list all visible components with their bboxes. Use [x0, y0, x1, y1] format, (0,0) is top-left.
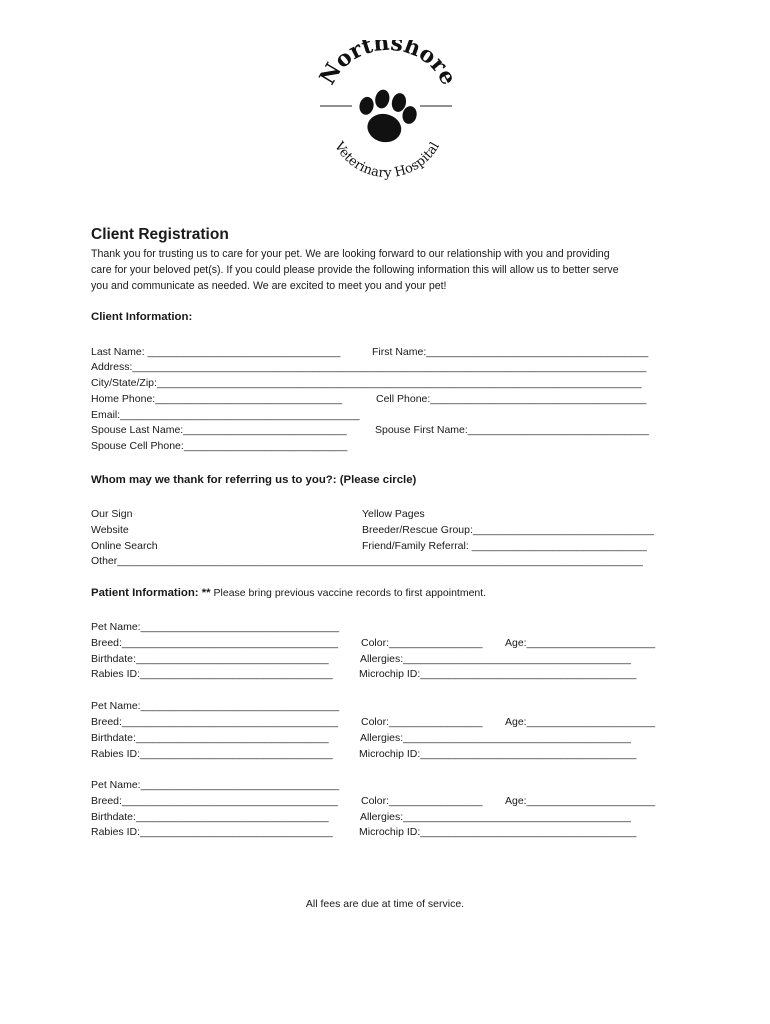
logo-top-text: Northshore	[314, 40, 462, 90]
pet-name-field[interactable]: Pet Name:__________________________________	[91, 700, 340, 712]
rabies-id-field[interactable]: Rabies ID:_________________________________	[91, 668, 333, 680]
address-field[interactable]: Address:________________________________________________________________________________________	[91, 361, 647, 373]
birthdate-field[interactable]: Birthdate:_________________________________	[91, 653, 329, 665]
rabies-id-field[interactable]: Rabies ID:_________________________________	[91, 748, 333, 760]
breed-field[interactable]: Breed:_____________________________________	[91, 716, 339, 728]
pet-name-field[interactable]: Pet Name:__________________________________	[91, 779, 340, 791]
hospital-logo	[300, 40, 470, 200]
referral-option-other[interactable]: Other__________________________________________________________________________________________	[91, 555, 643, 567]
referral-option-website[interactable]: Website	[91, 524, 129, 536]
pet-name-field[interactable]: Pet Name:__________________________________	[91, 621, 340, 633]
breed-field[interactable]: Breed:_____________________________________	[91, 795, 339, 807]
microchip-id-field[interactable]: Microchip ID:_____________________________________	[359, 668, 637, 680]
spouse-cell-phone-field[interactable]: Spouse Cell Phone:____________________________	[91, 440, 348, 452]
referral-option-yellow-pages[interactable]: Yellow Pages	[362, 508, 425, 520]
referral-heading: Whom may we thank for referring us to you?: (Please circle)	[91, 474, 417, 486]
birthdate-field[interactable]: Birthdate:_________________________________	[91, 811, 329, 823]
color-field[interactable]: Color:________________	[361, 795, 483, 807]
intro-line: you and communicate as needed. We are excited to meet you and your pet!	[91, 279, 447, 292]
allergies-field[interactable]: Allergies:_______________________________________	[360, 811, 631, 823]
intro-paragraph	[91, 247, 691, 295]
age-field[interactable]: Age:______________________	[505, 795, 656, 807]
birthdate-field[interactable]: Birthdate:_________________________________	[91, 732, 329, 744]
vaccine-note: Please bring previous vaccine records to first appointment.	[210, 587, 487, 599]
city-state-zip-field[interactable]: City/State/Zip:___________________________________________________________________________________	[91, 377, 642, 389]
spouse-last-name-field[interactable]: Spouse Last Name:____________________________	[91, 424, 347, 436]
fees-note: All fees are due at time of service.	[305, 898, 465, 910]
intro-line: care for your beloved pet(s). If you could please provide the following information this will allow us to better serve	[91, 263, 619, 276]
patient-info-heading	[91, 587, 486, 599]
svg-text:Veterinary Hospital	[331, 139, 443, 181]
referral-option-friend[interactable]: Friend/Family Referral: ______________________________	[362, 540, 647, 552]
referral-option-online-search[interactable]: Online Search	[91, 540, 158, 552]
age-field[interactable]: Age:______________________	[505, 716, 656, 728]
rabies-id-field[interactable]: Rabies ID:_________________________________	[91, 826, 333, 838]
intro-line: Thank you for trusting us to care for your pet. We are looking forward to our relationship with you and providing	[91, 248, 610, 260]
referral-option-our-sign[interactable]: Our Sign	[91, 508, 133, 520]
microchip-id-field[interactable]: Microchip ID:_____________________________________	[359, 826, 637, 838]
last-name-field[interactable]: Last Name: _________________________________	[91, 346, 341, 358]
microchip-id-field[interactable]: Microchip ID:_____________________________________	[359, 748, 637, 760]
email-field[interactable]: Email:_________________________________________	[91, 409, 360, 421]
color-field[interactable]: Color:________________	[361, 716, 483, 728]
paw-print-icon	[353, 85, 420, 147]
svg-text:Northshore	[315, 40, 462, 89]
referral-option-breeder[interactable]: Breeder/Rescue Group:_______________________________	[362, 524, 654, 536]
home-phone-field[interactable]: Home Phone:________________________________	[91, 393, 343, 405]
spouse-first-name-field[interactable]: Spouse First Name:_______________________________	[375, 424, 649, 436]
breed-field[interactable]: Breed:_____________________________________	[91, 637, 339, 649]
patient-heading-label: Patient Information: **	[91, 587, 211, 599]
age-field[interactable]: Age:______________________	[505, 637, 656, 649]
color-field[interactable]: Color:________________	[361, 637, 483, 649]
first-name-field[interactable]: First Name:______________________________________	[372, 346, 649, 358]
client-info-heading: Client Information:	[91, 311, 193, 323]
form-title: Client Registration	[91, 226, 229, 243]
allergies-field[interactable]: Allergies:_______________________________________	[360, 732, 631, 744]
allergies-field[interactable]: Allergies:_______________________________________	[360, 653, 631, 665]
cell-phone-field[interactable]: Cell Phone:_____________________________________	[376, 393, 647, 405]
logo-bottom-text: Veterinary Hospital	[331, 139, 443, 182]
